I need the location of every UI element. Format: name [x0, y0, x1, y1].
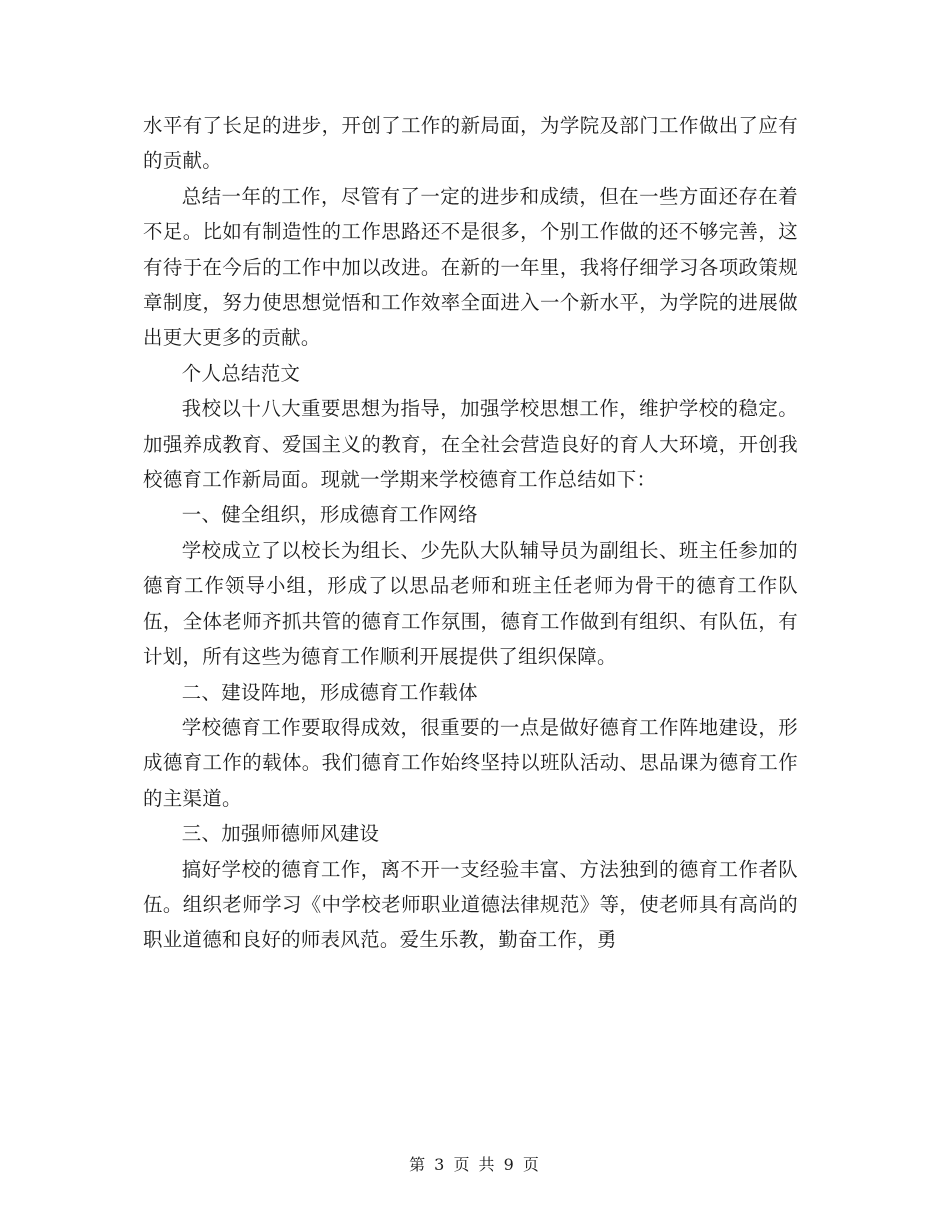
section-heading-organization: 一、健全组织，形成德育工作网络: [181, 503, 478, 527]
section-heading-ethics: 三、加强师德师风建设: [181, 822, 380, 846]
paragraph-intro: 我校以十八大重要思想为指导，加强学校思想工作，维护学校的稳定。加强养成教育、爱国主义的教育，在全社会营造良好的育人大环境，开创我校德育工作新局面。现就一学期来学校德育工作总结如下：: [143, 397, 798, 492]
paragraph-organization: 学校成立了以校长为组长、少先队大队辅导员为副组长、班主任参加的德育工作领导小组，形成了以思品老师和班主任老师为骨干的德育工作队伍，全体老师齐抓共管的德育工作氛围，德育工作做到有组织、有队伍，有计划，所有这些为德育工作顺利开展提供了组织保障。: [143, 538, 798, 669]
page-number-footer: 第 3 页 共 9 页: [409, 1155, 541, 1174]
paragraph-continuation: 水平有了长足的进步，开创了工作的新局面，为学院及部门工作做出了应有的贡献。: [143, 114, 798, 173]
paragraph-position: 学校德育工作要取得成效，很重要的一点是做好德育工作阵地建设，形成德育工作的载体。我们德育工作始终坚持以班队活动、思品课为德育工作的主渠道。: [143, 715, 798, 810]
section-heading-position: 二、建设阵地，形成德育工作载体: [181, 680, 478, 704]
document-body: [143, 108, 798, 958]
paragraph-ethics: 搞好学校的德育工作，离不开一支经验丰富、方法独到的德育工作者队伍。组织老师学习《中学校老师职业道德法律规范》等，使老师具有高尚的职业道德和良好的师表风范。爱生乐教，勤奋工作，勇: [143, 857, 798, 952]
paragraph-year-summary: 总结一年的工作，尽管有了一定的进步和成绩，但在一些方面还存在着不足。比如有制造性的工作思路还不是很多，个别工作做的还不够完善，这有待于在今后的工作中加以改进。在新的一年里，我将仔细学习各项政策规章制度，努力使思想觉悟和工作效率全面进入一个新水平，为学院的进展做出更大更多的贡献。: [143, 184, 798, 350]
section-heading-personal-summary: 个人总结范文: [181, 361, 301, 385]
